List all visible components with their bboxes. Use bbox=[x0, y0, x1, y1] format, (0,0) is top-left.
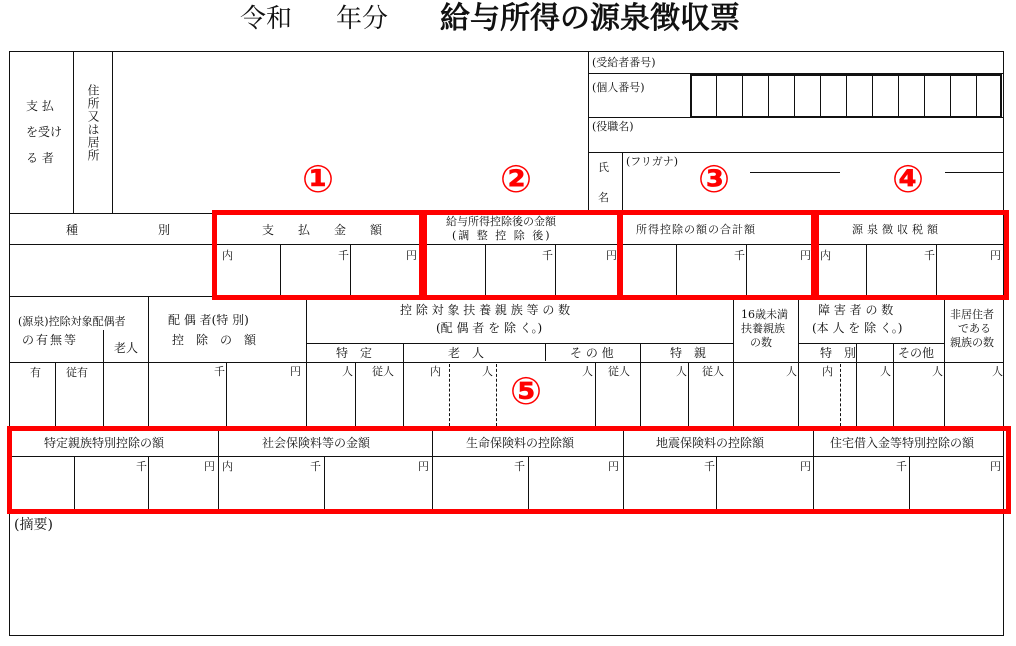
yes-label: 有 bbox=[30, 366, 41, 379]
dependents-2: (配 偶 者 を 除 く。) bbox=[436, 321, 543, 335]
r3-thousand-2: 千 bbox=[310, 460, 321, 473]
highlight-box-4 bbox=[814, 210, 1009, 300]
marker-2: ② bbox=[500, 157, 533, 201]
marker-3: ③ bbox=[698, 157, 731, 201]
unit-yen-2: 円 bbox=[606, 249, 617, 262]
unit-thousand-2: 千 bbox=[542, 249, 553, 262]
personal-number-label: (個人番号) bbox=[592, 81, 645, 94]
r2-person-8: 人 bbox=[992, 365, 1003, 378]
furigana-label: (フリガナ) bbox=[626, 155, 679, 168]
r3-yen-3: 円 bbox=[608, 460, 619, 473]
total-deduction-header: 所得控除の額の合計額 bbox=[636, 223, 756, 236]
r3-thousand-5: 千 bbox=[896, 460, 907, 473]
unit-inner-4: 内 bbox=[820, 249, 831, 262]
unit-thousand-3: 千 bbox=[734, 249, 745, 262]
withholding-tax-header: 源泉徴収税額 bbox=[852, 223, 942, 236]
summary-label: (摘要) bbox=[14, 517, 53, 533]
after-deduction-header-1: 給与所得控除後の金額 bbox=[446, 215, 556, 228]
unit-inner-1: 内 bbox=[222, 249, 233, 262]
under16-2: 扶養親族 bbox=[741, 322, 785, 335]
marker-1: ① bbox=[302, 157, 335, 201]
under16-3: の数 bbox=[750, 336, 772, 349]
spouse-deduction-2: 控 除 の 額 bbox=[172, 333, 257, 347]
r3-yen-4: 円 bbox=[800, 460, 811, 473]
housing-loan-header: 住宅借入金等特別控除の額 bbox=[830, 436, 975, 450]
specific-relative-deduction-header: 特定親族特別控除の額 bbox=[44, 436, 165, 450]
recipient-number-label: (受給者番号) bbox=[592, 56, 656, 69]
elderly-label: 老人 bbox=[114, 341, 139, 355]
spouse-label-2: の有無等 bbox=[22, 333, 79, 347]
unit-thousand-1: 千 bbox=[338, 249, 349, 262]
r2-inner-1: 内 bbox=[430, 365, 441, 378]
r2-person-6: 人 bbox=[880, 365, 891, 378]
r2-person-1: 人 bbox=[342, 365, 353, 378]
r3-yen-1: 円 bbox=[204, 460, 215, 473]
title-era: 令和 bbox=[240, 4, 293, 34]
life-insurance-header: 生命保険料の控除額 bbox=[466, 436, 575, 450]
title-year-suffix: 年分 bbox=[336, 4, 389, 34]
old-label: 老 人 bbox=[448, 346, 485, 360]
earthquake-insurance-header: 地震保険料の控除額 bbox=[656, 436, 765, 450]
r3-inner-2: 内 bbox=[222, 460, 233, 473]
r2-unit-thousand: 千 bbox=[214, 365, 225, 378]
r3-thousand-3: 千 bbox=[514, 460, 525, 473]
spouse-deduction-1: 配 偶 者(特 別) bbox=[168, 313, 249, 327]
special-relative-label: 特 親 bbox=[670, 346, 707, 360]
payment-amount-header: 支 払 金 額 bbox=[262, 223, 389, 237]
nonresident-2: である bbox=[958, 322, 991, 335]
type-label: 種 bbox=[66, 223, 79, 237]
marker-4: ④ bbox=[892, 157, 925, 201]
type-label-2: 別 bbox=[158, 223, 171, 237]
name-label-1: 氏 bbox=[598, 161, 609, 174]
marker-5: ⑤ bbox=[510, 369, 543, 413]
special-label: 特 別 bbox=[820, 346, 857, 360]
disabled-1: 障 害 者 の 数 bbox=[818, 303, 894, 317]
r2-person-4: 人 bbox=[676, 365, 687, 378]
unit-yen-1: 円 bbox=[406, 249, 417, 262]
disabled-2: (本 人 を 除 く。) bbox=[812, 321, 903, 335]
recipient-label-1: 支 払 bbox=[26, 99, 54, 113]
r3-yen-5: 円 bbox=[990, 460, 1001, 473]
recipient-label-2: を受け bbox=[26, 125, 63, 139]
highlight-box-2 bbox=[422, 210, 622, 300]
r2-subperson-3: 従人 bbox=[702, 365, 724, 378]
r3-thousand-1: 千 bbox=[136, 460, 147, 473]
unit-yen-3: 円 bbox=[800, 249, 811, 262]
other-label: そ の 他 bbox=[570, 346, 614, 360]
social-insurance-header: 社会保険料等の金額 bbox=[262, 436, 371, 450]
dependents-1: 控 除 対 象 扶 養 親 族 等 の 数 bbox=[400, 303, 571, 317]
r3-yen-2: 円 bbox=[418, 460, 429, 473]
after-deduction-header-2: (調 整 控 除 後) bbox=[452, 229, 552, 242]
specific-label: 特 定 bbox=[336, 346, 373, 360]
position-label: (役職名) bbox=[592, 120, 634, 133]
r3-thousand-4: 千 bbox=[704, 460, 715, 473]
subordinate-label: 従有 bbox=[66, 366, 88, 379]
highlight-box-3 bbox=[618, 210, 816, 300]
under16-1: 16歳未満 bbox=[741, 308, 788, 321]
unit-yen-4: 円 bbox=[990, 249, 1001, 262]
address-label: 住所又は居所 bbox=[86, 84, 100, 162]
highlight-box-5 bbox=[7, 426, 1011, 514]
r2-person-3: 人 bbox=[582, 365, 593, 378]
unit-thousand-4: 千 bbox=[924, 249, 935, 262]
r2-person-2: 人 bbox=[482, 365, 493, 378]
nonresident-1: 非居住者 bbox=[950, 308, 994, 321]
r2-subperson-2: 従人 bbox=[608, 365, 630, 378]
r2-subperson-1: 従人 bbox=[372, 365, 394, 378]
name-label-2: 名 bbox=[598, 191, 609, 204]
r2-inner-2: 内 bbox=[822, 365, 833, 378]
title-main: 給与所得の源泉徴収票 bbox=[440, 1, 740, 36]
r2-person-5: 人 bbox=[786, 365, 797, 378]
spouse-label-1: (源泉)控除対象配偶者 bbox=[18, 315, 126, 328]
other2-label: その他 bbox=[898, 346, 935, 360]
recipient-label-3: る 者 bbox=[26, 151, 54, 165]
highlight-box-1 bbox=[212, 210, 424, 300]
r2-unit-yen: 円 bbox=[290, 365, 301, 378]
nonresident-3: 親族の数 bbox=[950, 336, 994, 349]
r2-person-7: 人 bbox=[932, 365, 943, 378]
